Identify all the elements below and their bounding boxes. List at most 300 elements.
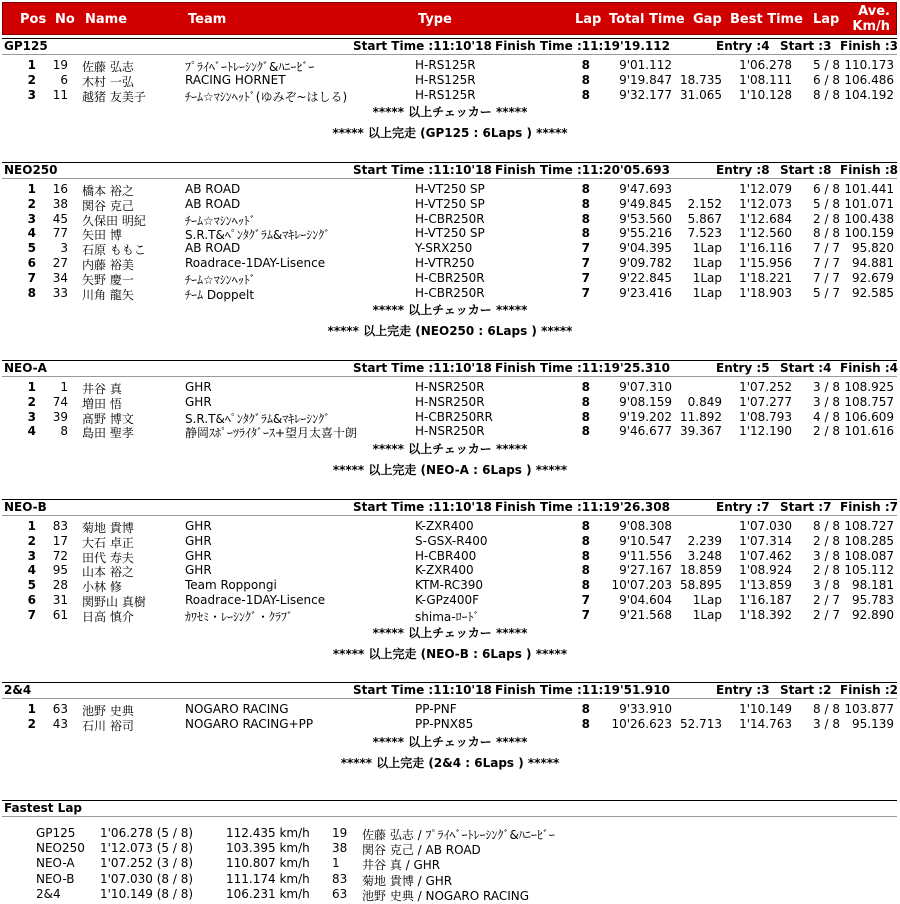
rider-name: 田代 寿夫: [82, 550, 134, 565]
table-row: [0, 563, 900, 578]
total-time: 9'08.308: [619, 519, 672, 533]
machine-type: H-RS125R: [415, 87, 476, 102]
ave-speed: 106.609: [844, 409, 894, 424]
fl-time: 1'07.252 (3 / 8): [100, 856, 194, 871]
laps: 8: [581, 716, 590, 731]
start-time: Start Time :11:10'18: [353, 163, 492, 177]
best-time: 1'12.560: [739, 226, 792, 241]
finish-time: Finish Time :11:19'19.112: [495, 39, 670, 53]
rider-name: 木村 一弘: [82, 74, 134, 89]
ave-speed: 100.159: [844, 226, 894, 241]
fl-speed: 111.174 km/h: [226, 871, 310, 886]
gap: 58.895: [680, 578, 722, 593]
best-time: 1'13.859: [739, 578, 792, 593]
laps: 8: [581, 182, 590, 196]
best-lap: 7 / 7: [813, 270, 840, 285]
best-lap: 4 / 8: [813, 409, 840, 424]
rider-name: 増田 悟: [82, 396, 122, 411]
ave-speed: 94.881: [852, 256, 894, 270]
machine-type: H-CBR250RR: [415, 409, 493, 424]
best-lap: 8 / 8: [813, 702, 840, 716]
col-type: Type: [418, 12, 452, 27]
col-team: Team: [188, 12, 227, 27]
total-time: 9'46.677: [619, 424, 672, 439]
fl-car-no: 83: [332, 871, 348, 886]
rider-name: 池野 史典: [82, 704, 134, 718]
checker-note: ***** 以上チェッカー *****: [372, 625, 528, 640]
best-lap: 8 / 8: [813, 519, 840, 533]
rider-name: 大石 卓正: [82, 535, 134, 550]
rider-name: 矢田 博: [82, 228, 122, 243]
gap: 7.523: [687, 226, 722, 241]
table-row: [0, 73, 900, 88]
entry-count: Entry :3: [716, 683, 770, 697]
ave-speed: 101.616: [844, 424, 894, 439]
laps: 8: [581, 87, 590, 102]
table-row: [0, 519, 900, 534]
class-name: NEO250: [4, 163, 58, 177]
car-no: 34: [52, 270, 68, 285]
entry-count: Entry :8: [716, 163, 770, 177]
pos: 7: [27, 607, 36, 622]
machine-type: Y-SRX250: [415, 241, 473, 256]
team: ﾁｰﾑ Doppelt: [185, 287, 255, 302]
car-no: 72: [52, 548, 68, 563]
fastest-lap-row: [0, 856, 900, 872]
car-no: 16: [52, 182, 68, 196]
car-no: 45: [52, 211, 68, 226]
col-best-time: Best Time: [730, 12, 803, 27]
fl-time: 1'06.278 (5 / 8): [100, 826, 194, 840]
finish-count: Finish :7: [840, 500, 898, 514]
ave-speed: 100.438: [844, 211, 894, 226]
gap: 5.867: [687, 211, 722, 226]
total-time: 9'23.416: [619, 285, 672, 300]
best-lap: 2 / 8: [813, 533, 840, 548]
pos: 2: [27, 72, 36, 87]
fl-time: 1'10.149 (8 / 8): [100, 886, 194, 901]
pos: 3: [27, 548, 36, 563]
ave-speed: 108.757: [844, 394, 894, 409]
ave-speed: 104.192: [844, 87, 894, 102]
best-time: 1'07.277: [739, 394, 792, 409]
laps: 8: [581, 72, 590, 87]
best-time: 1'18.221: [739, 270, 792, 285]
fl-time: 1'07.030 (8 / 8): [100, 871, 194, 886]
gap: 3.248: [687, 548, 722, 563]
machine-type: H-VT250 SP: [415, 196, 485, 211]
rider-name: 橋本 裕之: [82, 184, 134, 198]
best-lap: 7 / 7: [813, 241, 840, 256]
machine-type: H-VT250 SP: [415, 182, 485, 196]
table-row: [0, 380, 900, 395]
rider-name: 石原 ももこ: [82, 243, 146, 258]
class-name: NEO-A: [4, 361, 47, 375]
car-no: 8: [60, 424, 68, 439]
machine-type: H-RS125R: [415, 58, 476, 72]
pos: 1: [27, 519, 36, 533]
best-lap: 2 / 7: [813, 593, 840, 607]
best-lap: 5 / 8: [813, 196, 840, 211]
total-time: 9'04.604: [619, 593, 672, 607]
pos: 3: [27, 87, 36, 102]
finish-time: Finish Time :11:19'26.308: [495, 500, 670, 514]
total-time: 9'09.782: [619, 256, 672, 270]
finish-count: Finish :2: [840, 683, 898, 697]
team: S.R.T&ﾍﾟﾝﾀｸﾞﾗﾑ&ﾏｷﾚｰｼﾝｸﾞ: [185, 228, 331, 243]
machine-type: H-NSR250R: [415, 380, 485, 394]
table-row: [0, 702, 900, 717]
pos: 4: [27, 563, 36, 578]
car-no: 28: [52, 578, 68, 593]
gap: 11.892: [680, 409, 722, 424]
total-time: 10'26.623: [611, 716, 672, 731]
rider-name: 内藤 裕美: [82, 258, 134, 272]
gap: 1Lap: [692, 607, 722, 622]
best-lap: 3 / 8: [813, 716, 840, 731]
section-bar: [2, 38, 897, 55]
gap: 52.713: [680, 716, 722, 731]
best-time: 1'15.956: [739, 256, 792, 270]
machine-type: H-CBR400: [415, 548, 477, 563]
best-time: 1'07.252: [739, 380, 792, 394]
laps: 7: [581, 256, 590, 270]
fl-car-no: 19: [332, 826, 348, 840]
car-no: 38: [52, 196, 68, 211]
team: ﾌﾟﾗｲﾍﾞｰﾄﾚｰｼﾝｸﾞ&ﾊﾆｰﾋﾞｰ: [185, 60, 315, 74]
start-count: Start :4: [780, 361, 832, 375]
best-time: 1'16.187: [739, 593, 792, 607]
best-time: 1'07.030: [739, 519, 792, 533]
team: GHR: [185, 519, 212, 533]
machine-type: K-ZXR400: [415, 519, 474, 533]
total-time: 9'55.216: [619, 226, 672, 241]
team: AB ROAD: [185, 182, 241, 196]
team: AB ROAD: [185, 196, 241, 211]
fl-speed: 110.807 km/h: [226, 856, 310, 871]
finish-count: Finish :8: [840, 163, 898, 177]
laps: 8: [581, 380, 590, 394]
finish-count: Finish :4: [840, 361, 898, 375]
rider-name: 久保田 明紀: [82, 213, 146, 228]
pos: 1: [27, 380, 36, 394]
fastest-lap-row: [0, 887, 900, 903]
team: ﾁｰﾑ☆ﾏｼﾝﾍｯﾄﾞ(ゆみぞ~はしる): [185, 89, 348, 104]
pos: 4: [27, 226, 36, 241]
best-lap: 3 / 8: [813, 578, 840, 593]
best-lap: 6 / 8: [813, 182, 840, 196]
rider-name: 関谷 克己: [82, 198, 134, 213]
ave-speed: 110.173: [844, 58, 894, 72]
best-time: 1'08.924: [739, 563, 792, 578]
total-time: 9'19.202: [619, 409, 672, 424]
ave-speed: 108.087: [844, 548, 894, 563]
pos: 3: [27, 211, 36, 226]
table-row: [0, 549, 900, 564]
car-no: 83: [52, 519, 68, 533]
laps: 7: [581, 241, 590, 256]
car-no: 63: [52, 702, 68, 716]
best-time: 1'18.392: [739, 607, 792, 622]
best-lap: 3 / 8: [813, 394, 840, 409]
team: GHR: [185, 533, 212, 548]
team: GHR: [185, 548, 212, 563]
section-bar: [2, 499, 897, 516]
car-no: 39: [52, 409, 68, 424]
total-time: 9'08.159: [619, 394, 672, 409]
ave-speed: 98.181: [852, 578, 894, 593]
laps: 8: [581, 578, 590, 593]
team: ｶﾜｾﾐ・ﾚｰｼﾝｸﾞ・ｸﾗﾌﾞ: [185, 609, 294, 624]
table-row: [0, 424, 900, 439]
best-time: 1'12.079: [739, 182, 792, 196]
machine-type: H-CBR250R: [415, 270, 485, 285]
table-row: [0, 286, 900, 301]
table-row: [0, 410, 900, 425]
car-no: 31: [52, 593, 68, 607]
fl-class: GP125: [36, 826, 76, 840]
best-lap: 5 / 8: [813, 58, 840, 72]
best-lap: 3 / 8: [813, 380, 840, 394]
laps: 8: [581, 424, 590, 439]
fl-class: NEO250: [36, 841, 85, 856]
start-count: Start :3: [780, 39, 832, 53]
class-name: 2&4: [4, 683, 32, 697]
start-time: Start Time :11:10'18: [353, 39, 492, 53]
finish-time: Finish Time :11:19'25.310: [495, 361, 670, 375]
laps: 8: [581, 409, 590, 424]
table-row: [0, 256, 900, 271]
checker-note: ***** 以上チェッカー *****: [372, 734, 528, 749]
total-time: 9'04.395: [619, 241, 672, 256]
table-row: [0, 593, 900, 608]
team: GHR: [185, 380, 212, 394]
total-time: 10'07.203: [611, 578, 672, 593]
fl-car-no: 63: [332, 886, 348, 901]
start-count: Start :2: [780, 683, 832, 697]
ave-speed: 92.890: [852, 607, 894, 622]
car-no: 19: [52, 58, 68, 72]
fl-speed: 106.231 km/h: [226, 886, 310, 901]
car-no: 43: [52, 716, 68, 731]
team: Team Roppongi: [185, 578, 277, 593]
pos: 4: [27, 424, 36, 439]
team: GHR: [185, 394, 212, 409]
rider-name: 川角 龍矢: [82, 287, 134, 302]
ave-speed: 106.486: [844, 72, 894, 87]
table-row: [0, 212, 900, 227]
class-name: GP125: [4, 39, 48, 53]
team: 静岡ｽﾎﾟｰﾂﾗｲﾀﾞｰｽ+望月太喜十朗: [185, 426, 358, 441]
rider-name: 小林 修: [82, 580, 122, 595]
total-time: 9'32.177: [619, 87, 672, 102]
car-no: 11: [52, 87, 68, 102]
col-gap: Gap: [693, 12, 722, 27]
total-time: 9'22.845: [619, 270, 672, 285]
team: Roadrace-1DAY-Lisence: [185, 256, 326, 270]
table-row: [0, 395, 900, 410]
laps: 8: [581, 702, 590, 716]
table-row: [0, 197, 900, 212]
rider-name: 菊地 貴博: [82, 521, 134, 535]
total-time: 9'33.910: [619, 702, 672, 716]
machine-type: shima-ﾛｰﾄﾞ: [415, 609, 480, 624]
pos: 8: [27, 285, 36, 300]
rider-name: 島田 聖孝: [82, 426, 134, 441]
best-time: 1'07.462: [739, 548, 792, 563]
ave-speed: 108.925: [844, 380, 894, 394]
class-name: NEO-B: [4, 500, 47, 514]
fastest-lap-row: [0, 841, 900, 857]
gap: 18.859: [680, 563, 722, 578]
col-total-time: Total Time: [609, 12, 685, 27]
total-time: 9'10.547: [619, 533, 672, 548]
laps: 8: [581, 58, 590, 72]
pos: 5: [27, 578, 36, 593]
checker-note: ***** 以上チェッカー *****: [372, 105, 528, 120]
best-lap: 7 / 7: [813, 256, 840, 270]
finish-time: Finish Time :11:20'05.693: [495, 163, 670, 177]
team: NOGARO RACING: [185, 702, 289, 716]
best-time: 1'10.128: [739, 87, 792, 102]
rider-name: 佐藤 弘志: [82, 60, 134, 74]
best-time: 1'08.111: [739, 72, 792, 87]
gap: 1Lap: [692, 241, 722, 256]
team: GHR: [185, 563, 212, 578]
laps: 8: [581, 519, 590, 533]
machine-type: H-NSR250R: [415, 394, 485, 409]
gap: 18.735: [680, 72, 722, 87]
ave-speed: 108.285: [844, 533, 894, 548]
total-time: 9'11.556: [619, 548, 672, 563]
col-pos: Pos: [20, 12, 47, 27]
table-row: [0, 88, 900, 103]
total-time: 9'53.560: [619, 211, 672, 226]
laps: 8: [581, 563, 590, 578]
car-no: 61: [52, 607, 68, 622]
car-no: 95: [52, 563, 68, 578]
table-row: [0, 608, 900, 623]
ave-speed: 101.441: [844, 182, 894, 196]
best-time: 1'08.793: [739, 409, 792, 424]
checker-note: ***** 以上チェッカー *****: [372, 442, 528, 457]
start-time: Start Time :11:10'18: [353, 683, 492, 697]
total-time: 9'21.568: [619, 607, 672, 622]
laps: 8: [581, 226, 590, 241]
machine-type: H-VT250 SP: [415, 226, 485, 241]
entry-count: Entry :5: [716, 361, 770, 375]
machine-type: H-RS125R: [415, 72, 476, 87]
gap: 1Lap: [692, 285, 722, 300]
start-time: Start Time :11:10'18: [353, 361, 492, 375]
ave-speed: 101.071: [844, 196, 894, 211]
machine-type: S-GSX-R400: [415, 533, 488, 548]
laps: 8: [581, 394, 590, 409]
car-no: 1: [60, 380, 68, 394]
pos: 2: [27, 394, 36, 409]
rider-name: 井谷 真: [82, 382, 122, 396]
table-row: [0, 182, 900, 197]
laps: 8: [581, 533, 590, 548]
table-row: [0, 717, 900, 732]
best-lap: 2 / 8: [813, 563, 840, 578]
best-lap: 2 / 8: [813, 211, 840, 226]
col-best-lap: Lap: [813, 12, 840, 27]
rider-name: 日高 慎介: [82, 609, 134, 624]
section-bar: [2, 682, 897, 699]
team: NOGARO RACING+PP: [185, 716, 314, 731]
complete-note: ***** 以上完走 (NEO-B : 6Laps ) *****: [332, 646, 568, 661]
best-time: 1'06.278: [739, 58, 792, 72]
car-no: 3: [60, 241, 68, 256]
total-time: 9'47.693: [619, 182, 672, 196]
pos: 2: [27, 533, 36, 548]
ave-speed: 108.727: [844, 519, 894, 533]
col-lap: Lap: [575, 12, 602, 27]
best-time: 1'07.314: [739, 533, 792, 548]
table-row: [0, 58, 900, 73]
team: AB ROAD: [185, 241, 241, 256]
table-row: [0, 534, 900, 549]
fl-speed: 103.395 km/h: [226, 841, 310, 856]
fl-speed: 112.435 km/h: [226, 826, 310, 840]
pos: 2: [27, 716, 36, 731]
best-time: 1'10.149: [739, 702, 792, 716]
complete-note: ***** 以上完走 (NEO250 : 6Laps ) *****: [327, 324, 573, 339]
gap: 2.152: [687, 196, 722, 211]
pos: 2: [27, 196, 36, 211]
table-row: [0, 226, 900, 241]
ave-speed: 95.820: [852, 241, 894, 256]
rider-name: 髙野 博文: [82, 411, 134, 426]
laps: 7: [581, 285, 590, 300]
gap: 39.367: [680, 424, 722, 439]
ave-speed: 95.783: [852, 593, 894, 607]
start-time: Start Time :11:10'18: [353, 500, 492, 514]
laps: 8: [581, 196, 590, 211]
table-row: [0, 578, 900, 593]
fl-time: 1'12.073 (5 / 8): [100, 841, 194, 856]
pos: 3: [27, 409, 36, 424]
rider-name: 石川 裕司: [82, 718, 134, 733]
fl-car-no: 38: [332, 841, 348, 856]
fl-rider: 関谷 克己 / AB ROAD: [362, 843, 481, 858]
gap: 1Lap: [692, 270, 722, 285]
rider-name: 矢野 慶一: [82, 272, 134, 287]
table-row: [0, 271, 900, 286]
best-lap: 6 / 8: [813, 72, 840, 87]
fl-class: NEO-A: [36, 856, 75, 871]
gap: 1Lap: [692, 593, 722, 607]
machine-type: PP-PNX85: [415, 716, 474, 731]
car-no: 27: [52, 256, 68, 270]
pos: 7: [27, 270, 36, 285]
car-no: 6: [60, 72, 68, 87]
best-lap: 8 / 8: [813, 87, 840, 102]
fl-rider: 佐藤 弘志 / ﾌﾟﾗｲﾍﾞｰﾄﾚｰｼﾝｸﾞ&ﾊﾆｰﾋﾞｰ: [362, 828, 555, 842]
start-count: Start :7: [780, 500, 832, 514]
gap: 31.065: [680, 87, 722, 102]
machine-type: K-GPz400F: [415, 593, 480, 607]
best-lap: 5 / 7: [813, 285, 840, 300]
best-lap: 2 / 7: [813, 607, 840, 622]
fastest-lap-row: [0, 872, 900, 888]
best-time: 1'12.190: [739, 424, 792, 439]
fl-rider: 井谷 真 / GHR: [362, 858, 441, 873]
rider-name: 越猪 友美子: [82, 89, 146, 104]
ave-speed: 92.585: [852, 285, 894, 300]
team: S.R.T&ﾍﾟﾝﾀｸﾞﾗﾑ&ﾏｷﾚｰｼﾝｸﾞ: [185, 411, 331, 426]
